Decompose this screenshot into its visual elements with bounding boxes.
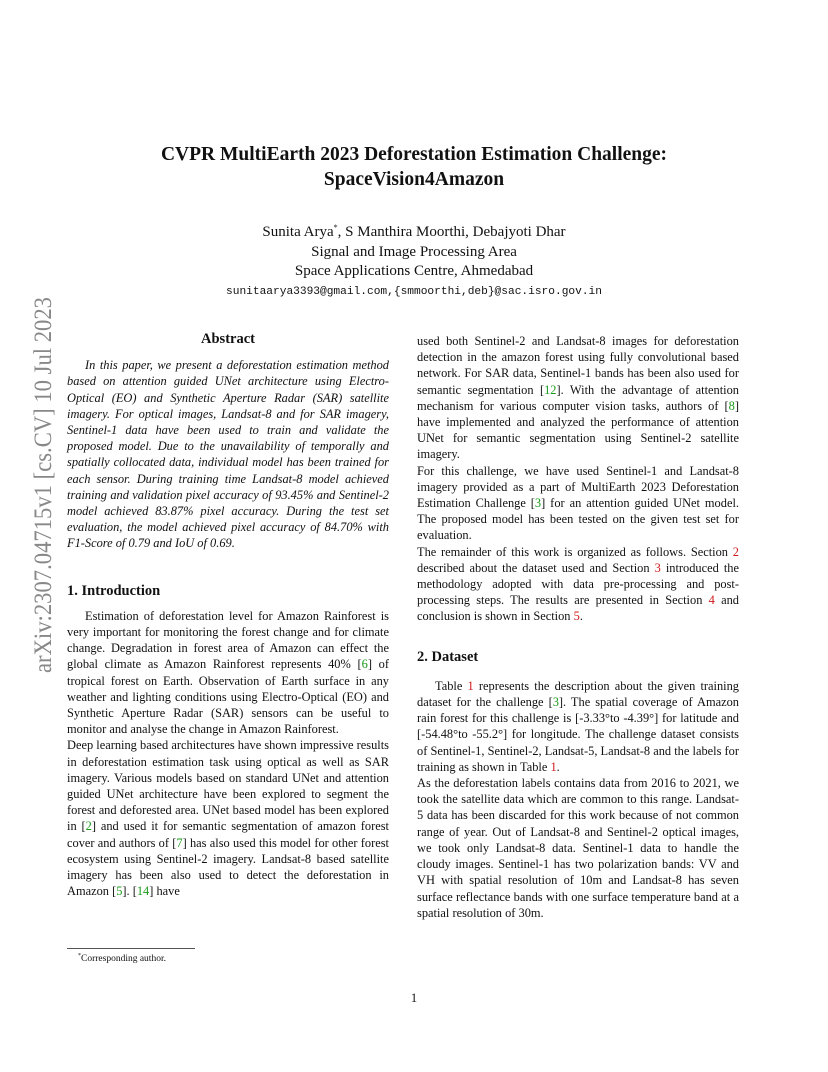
citation-link[interactable]: 8: [728, 398, 735, 413]
abstract-heading: Abstract: [201, 331, 255, 347]
section-link[interactable]: 4: [708, 593, 715, 608]
citation-link[interactable]: 5: [116, 884, 123, 899]
affiliation-2: Space Applications Centre, Ahmedabad: [294, 263, 534, 279]
right-paragraph-2: For this challenge, we have used Sentinel-1 and Landsat-8 imagery provided as a part of MultiEarth 2023 Deforestation Estimation Challenge [3] for an attention guided UNet model. The proposed model has been tested on the given test set for evaluation.: [417, 463, 739, 543]
intro-paragraph-2: Deep learning based architectures have shown impressive results in deforestation estimation task using optical as well as SAR imagery. Various models based on standard UNet and attention guided UNet architecture have been explored to segment the forest and deforested area. UNet based model has been explored in [2] and used it for semantic segmentation of amazon forest cover and authors of [7] has also used this model for other forest ecosystem using Sentinel-2 imagery. Landsat-8 based satellite imagery has been also used to detect the deforestation in Amazon [5]. [14] have: [67, 738, 389, 899]
author-block: [0, 218, 828, 302]
affiliation-1: Signal and Image Processing Area: [311, 243, 517, 260]
citation-link[interactable]: 12: [544, 382, 557, 397]
citation-link[interactable]: 7: [176, 835, 183, 850]
arxiv-stamp-text: arXiv:2307.04715v1 [cs.CV] 10 Jul 2023: [30, 295, 57, 673]
introduction-heading: 1. Introduction: [67, 582, 161, 599]
title-line-2: SpaceVision4Amazon: [323, 169, 505, 190]
intro-paragraph-1: Estimation of deforestation level for Amazon Rainforest is very important for monitoring the forest change and for climate change. Degradation in forest area of Amazon can effect the global climate as Amazon Rainforest represents 40% [6] of tropical forest on Earth. Observation of Earth surface in any weather and lighting conditions using Electro-Optical (EO) and Synthetic Aperture Radar (SAR) sensors can be useful to monitor and analyse the change in Amazon Rainforest.: [67, 608, 389, 737]
right-column: [417, 333, 739, 921]
right-paragraph-3: The remainder of this work is organized as follows. Section 2 described about the dataset used and Section 3 introduced the methodology adopted with data pre-processing and post-processing steps. The results are presented in Section 4 and conclusion is shown in Section 5.: [417, 544, 739, 624]
dataset-heading: 2. Dataset: [417, 648, 479, 665]
section-link[interactable]: 5: [573, 609, 580, 624]
footnote: [78, 953, 166, 964]
section-link[interactable]: 3: [654, 560, 661, 575]
footnote-text: Corresponding author.: [81, 954, 166, 965]
right-paragraph-1: used both Sentinel-2 and Landsat-8 images for deforestation detection in the amazon forest using fully convolutional based network. For SAR data, Sentinel-1 bands has been also used for semantic segmentation [12]. With the advantage of attention mechanism for various computer vision tasks, authors of [8] have implemented and analyzed the performance of attention UNet for semantic segmentation using Sentinel-2 satellite imagery.: [417, 334, 739, 462]
citation-link[interactable]: 6: [361, 657, 368, 672]
citation-link[interactable]: 14: [136, 884, 150, 899]
abstract-text: In this paper, we present a deforestation estimation method based on attention guided UNet architecture using Electro-Optical (EO) and Synthetic Aperture Radar (SAR) satellite imagery. For optical images, Landsat-8 and for SAR imagery, Sentinel-1 data have been used to train and validate the proposed model. Due to the unavailability of temporally and spatially collocated data, individual model has been trained for each sensor. During training time Landsat-8 model achieved training and validation pixel accuracy of 93.45% and Sentinel-2 model achieved 83.87% pixel accuracy. During the test set evaluation, the model achieved pixel accuracy of 84.70% with F1-Score of 0.79 and IoU of 0.69.: [67, 358, 389, 551]
footnote-mark: *: [78, 953, 81, 959]
citation-link[interactable]: 3: [552, 695, 559, 710]
table-link[interactable]: 1: [550, 759, 557, 774]
author-emails: sunitaarya3393@gmail.com,{smmoorthi,deb}@sac.isro.gov.in: [226, 285, 602, 298]
paper-title: [0, 142, 828, 192]
citation-link[interactable]: 3: [534, 496, 542, 511]
author-names: [0, 218, 828, 243]
arxiv-stamp: [18, 295, 62, 675]
dataset-paragraph-2: As the deforestation labels contains data from 2016 to 2021, we took the satellite data which are common to this range. Landsat-5 data has been discarded for this work because of not common range of year. Out of Landsat-8 and Sentinel-2 optical images, we took only Landsat-8 data. Sentinel-1 data to handle the cloudy images. Sentinel-1 has two polarization bands: VV and VH with spatial resolution of 10m and Landsat-8 has seven surface reflectance bands with one surface temperature band at a spatial resolution of 30m.: [417, 776, 739, 920]
dataset-paragraph-1: Table 1 represents the description about the given training dataset for the challenge [3]. The spatial coverage of Amazon rain forest for this challenge is [-3.33°to -4.39°] for latitude and [-54.48°to -55.2°] for longitude. The challenge dataset consists of Sentinel-1, Sentinel-2, Landsat-5, Landsat-8 and the labels for training as shown in Table 1.: [417, 678, 740, 774]
section-link[interactable]: 2: [732, 544, 739, 559]
title-line-1: CVPR MultiEarth 2023 Deforestation Estimation Challenge:: [160, 144, 668, 165]
left-column: [67, 331, 389, 900]
citation-link[interactable]: 2: [85, 819, 92, 834]
corresponding-mark: *: [333, 223, 338, 232]
table-link[interactable]: 1: [467, 678, 474, 693]
arxiv-stamp-graphic: [18, 295, 62, 675]
author-rest: , S Manthira Moorthi, Debajyoti Dhar: [337, 224, 566, 240]
page-number: 1: [410, 991, 418, 1005]
footnote-rule: [67, 948, 195, 949]
author-first: Sunita Arya: [262, 224, 334, 240]
